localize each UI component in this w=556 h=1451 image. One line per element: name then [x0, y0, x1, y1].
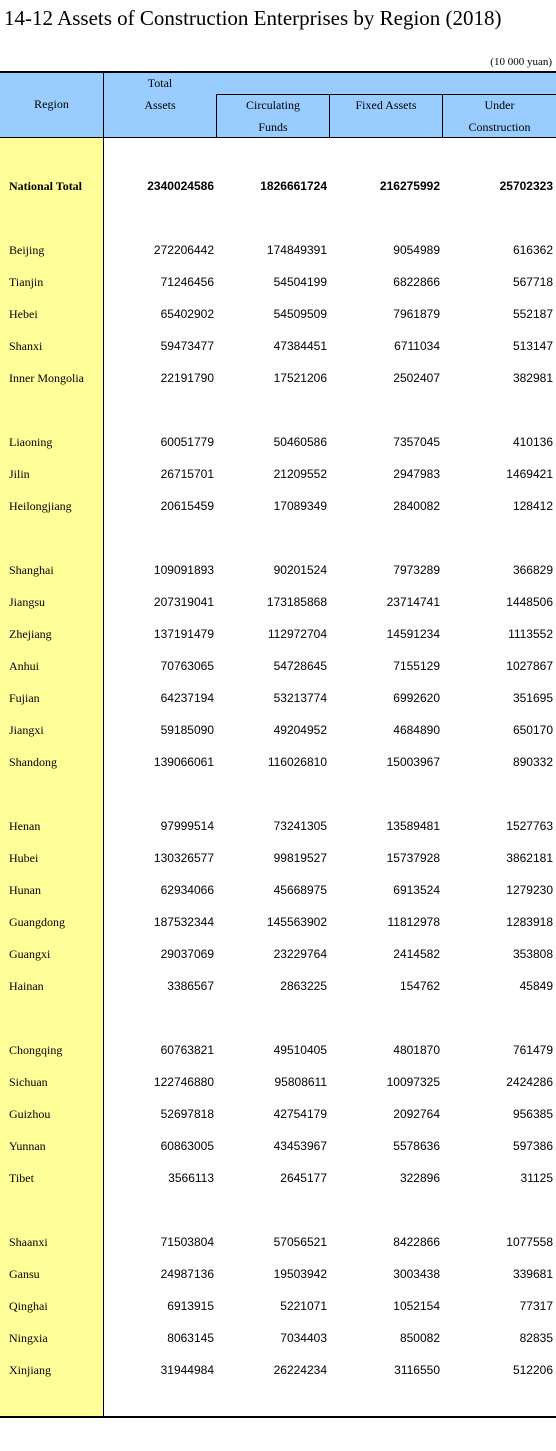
fixed-assets-cell: 850082 [399, 1331, 440, 1345]
national-total-row [0, 175, 556, 197]
table-row [0, 911, 556, 933]
table-row [0, 975, 556, 997]
under-construction-cell: 597386 [512, 1139, 553, 1153]
circulating-funds-cell: 19503942 [273, 1267, 327, 1281]
total-assets-cell: 71503804 [160, 1235, 214, 1249]
region-cell: Guangxi [9, 947, 51, 961]
table-row [0, 719, 556, 741]
header-under-line1: Under [484, 98, 515, 112]
region-cell: Henan [9, 819, 41, 833]
under-construction-cell: 3862181 [506, 851, 553, 865]
fixed-assets-cell: 2947983 [393, 467, 440, 481]
circulating-funds-cell: 23229764 [273, 947, 327, 961]
circulating-funds-cell: 95808611 [274, 1075, 327, 1089]
circulating-funds-cell: 57056521 [273, 1235, 327, 1249]
total-assets-cell: 8063145 [167, 1331, 214, 1345]
circulating-funds-cell: 21209552 [273, 467, 327, 481]
region-cell: Tianjin [9, 275, 44, 289]
under-construction-cell: 353808 [512, 947, 553, 961]
under-construction-cell: 25702323 [499, 179, 553, 193]
region-cell: Jiangsu [9, 595, 45, 609]
fixed-assets-cell: 6913524 [393, 883, 440, 897]
table-row [0, 1327, 556, 1349]
region-cell: Fujian [9, 691, 40, 705]
circulating-funds-cell: 26224234 [273, 1363, 327, 1377]
fixed-assets-cell: 216275992 [379, 179, 440, 193]
circulating-funds-cell: 5221071 [280, 1299, 327, 1313]
under-construction-cell: 1077558 [506, 1235, 553, 1249]
under-construction-cell: 77317 [519, 1299, 553, 1313]
circulating-funds-cell: 45668975 [273, 883, 327, 897]
under-construction-cell: 382981 [512, 371, 553, 385]
table-row [0, 815, 556, 837]
table-row [0, 1231, 556, 1253]
total-assets-cell: 31944984 [160, 1363, 214, 1377]
header-total-line2: Assets [144, 98, 176, 112]
table-row [0, 463, 556, 485]
region-cell: Jiangxi [9, 723, 44, 737]
circulating-funds-cell: 73241305 [273, 819, 327, 833]
under-construction-cell: 567718 [512, 275, 553, 289]
total-assets-cell: 3386567 [167, 979, 214, 993]
fixed-assets-cell: 2502407 [393, 371, 440, 385]
under-construction-cell: 1527763 [506, 819, 553, 833]
header-fixed-assets: Fixed Assets [355, 98, 417, 112]
total-assets-cell: 29037069 [160, 947, 214, 961]
table-row [0, 879, 556, 901]
region-cell: Shanxi [9, 339, 43, 353]
region-cell: Hainan [9, 979, 44, 993]
table-row [0, 431, 556, 453]
under-construction-cell: 512206 [512, 1363, 553, 1377]
circulating-funds-cell: 1826661724 [260, 179, 327, 193]
under-construction-cell: 45849 [519, 979, 553, 993]
under-construction-cell: 366829 [512, 563, 553, 577]
under-construction-cell: 552187 [512, 307, 553, 321]
under-construction-cell: 890332 [512, 755, 553, 769]
region-cell: National Total [9, 179, 83, 193]
fixed-assets-cell: 11812978 [387, 915, 440, 929]
fixed-assets-cell: 2840082 [393, 499, 440, 513]
circulating-funds-cell: 49204952 [273, 723, 327, 737]
table-row [0, 751, 556, 773]
total-assets-cell: 187532344 [153, 915, 214, 929]
under-construction-cell: 2424286 [506, 1075, 553, 1089]
circulating-funds-cell: 2863225 [280, 979, 327, 993]
total-assets-cell: 60863005 [160, 1139, 214, 1153]
table-row [0, 1103, 556, 1125]
total-assets-cell: 24987136 [160, 1267, 214, 1281]
total-assets-cell: 130326577 [153, 851, 214, 865]
region-cell: Tibet [9, 1171, 34, 1185]
total-assets-cell: 207319041 [153, 595, 214, 609]
fixed-assets-cell: 4684890 [393, 723, 440, 737]
total-assets-cell: 59185090 [160, 723, 214, 737]
region-cell: Heilongjiang [9, 499, 72, 513]
header-circulating-line1: Circulating [246, 98, 300, 112]
total-assets-cell: 139066061 [153, 755, 214, 769]
under-construction-cell: 1469421 [506, 467, 553, 481]
table-row [0, 271, 556, 293]
total-assets-cell: 6913915 [167, 1299, 214, 1313]
bottom-rule [0, 1416, 556, 1418]
under-construction-cell: 1279230 [506, 883, 553, 897]
region-cell: Inner Mongolia [9, 371, 84, 385]
total-assets-cell: 3566113 [168, 1171, 214, 1185]
region-cell: Guangdong [9, 915, 65, 929]
under-construction-cell: 513147 [512, 339, 553, 353]
circulating-funds-cell: 2645177 [280, 1171, 327, 1185]
region-cell: Anhui [9, 659, 39, 673]
under-construction-cell: 1283918 [506, 915, 553, 929]
fixed-assets-cell: 7155129 [393, 659, 440, 673]
region-cell: Ningxia [9, 1331, 48, 1345]
region-cell: Chongqing [9, 1043, 63, 1057]
table-row [0, 943, 556, 965]
under-construction-cell: 1027867 [506, 659, 553, 673]
under-construction-cell: 410136 [512, 435, 553, 449]
fixed-assets-cell: 1052154 [393, 1299, 440, 1313]
circulating-funds-cell: 53213774 [273, 691, 327, 705]
table-row [0, 687, 556, 709]
under-construction-cell: 1448506 [506, 595, 553, 609]
fixed-assets-cell: 13589481 [386, 819, 440, 833]
region-cell: Xinjiang [9, 1363, 51, 1377]
table-row [0, 367, 556, 389]
circulating-funds-cell: 7034403 [280, 1331, 327, 1345]
top-rule [0, 71, 556, 73]
fixed-assets-cell: 23714741 [386, 595, 440, 609]
circulating-funds-cell: 54504199 [273, 275, 327, 289]
circulating-funds-cell: 112972704 [267, 627, 327, 641]
circulating-funds-cell: 145563902 [266, 915, 327, 929]
total-assets-cell: 64237194 [160, 691, 214, 705]
fixed-assets-cell: 2414582 [393, 947, 440, 961]
table-row [0, 655, 556, 677]
fixed-assets-cell: 6992620 [393, 691, 440, 705]
region-cell: Hunan [9, 883, 41, 897]
region-cell: Shaanxi [9, 1235, 48, 1249]
table-row [0, 1039, 556, 1061]
region-cell: Shandong [9, 755, 57, 769]
table-row [0, 1263, 556, 1285]
page-title: 14-12 Assets of Construction Enterprises by Region (2018) [4, 6, 502, 30]
total-assets-cell: 20615459 [160, 499, 214, 513]
assets-table [0, 71, 556, 1418]
under-construction-cell: 351695 [512, 691, 553, 705]
table-row [0, 239, 556, 261]
circulating-funds-cell: 50460586 [273, 435, 327, 449]
fixed-assets-cell: 14591234 [386, 627, 440, 641]
header-region: Region [34, 97, 69, 111]
total-assets-cell: 26715701 [160, 467, 214, 481]
region-cell: Gansu [9, 1267, 40, 1281]
total-assets-cell: 71246456 [160, 275, 214, 289]
total-assets-cell: 2340024586 [147, 179, 214, 193]
circulating-funds-cell: 54728645 [273, 659, 327, 673]
table-row [0, 591, 556, 613]
header-under-line2: Construction [468, 120, 531, 134]
fixed-assets-cell: 15737928 [386, 851, 440, 865]
circulating-funds-cell: 49510405 [273, 1043, 327, 1057]
circulating-funds-cell: 17089349 [273, 499, 327, 513]
fixed-assets-cell: 7973289 [393, 563, 440, 577]
fixed-assets-cell: 3003438 [393, 1267, 440, 1281]
region-cell: Qinghai [9, 1299, 48, 1313]
table-row [0, 847, 556, 869]
table-row [0, 495, 556, 517]
table-row [0, 1167, 556, 1189]
region-cell: Hubei [9, 851, 39, 865]
under-construction-cell: 31125 [520, 1171, 553, 1185]
table-row [0, 1135, 556, 1157]
circulating-funds-cell: 43453967 [273, 1139, 327, 1153]
under-construction-cell: 1113552 [508, 627, 553, 641]
region-column-band [0, 138, 103, 1418]
total-assets-cell: 97999514 [160, 819, 214, 833]
table-row [0, 1071, 556, 1093]
fixed-assets-cell: 322896 [399, 1171, 440, 1185]
table-row [0, 335, 556, 357]
total-assets-cell: 59473477 [160, 339, 214, 353]
fixed-assets-cell: 3116550 [394, 1363, 440, 1377]
circulating-funds-cell: 173185868 [266, 595, 327, 609]
region-cell: Hebei [9, 307, 38, 321]
header-total-line1: Total [147, 76, 173, 90]
circulating-funds-cell: 99819527 [273, 851, 327, 865]
circulating-funds-cell: 90201524 [273, 563, 327, 577]
fixed-assets-cell: 7357045 [393, 435, 440, 449]
fixed-assets-cell: 2092764 [393, 1107, 440, 1121]
region-cell: Zhejiang [9, 627, 52, 641]
table-row [0, 1359, 556, 1381]
fixed-assets-cell: 15003967 [386, 755, 440, 769]
under-construction-cell: 761479 [512, 1043, 553, 1057]
total-assets-cell: 137191479 [153, 627, 214, 641]
fixed-assets-cell: 9054989 [393, 243, 440, 257]
region-cell: Guizhou [9, 1107, 51, 1121]
header-circulating-line2: Funds [258, 120, 288, 134]
region-cell: Shanghai [9, 563, 54, 577]
under-construction-cell: 616362 [512, 243, 553, 257]
table-row [0, 1295, 556, 1317]
fixed-assets-cell: 10097325 [386, 1075, 440, 1089]
circulating-funds-cell: 54509509 [273, 307, 327, 321]
table-row [0, 623, 556, 645]
table-row [0, 303, 556, 325]
fixed-assets-cell: 6822866 [393, 275, 440, 289]
circulating-funds-cell: 116026810 [267, 755, 327, 769]
under-construction-cell: 339681 [512, 1267, 553, 1281]
total-assets-cell: 109091893 [153, 563, 214, 577]
total-assets-cell: 65402902 [160, 307, 214, 321]
fixed-assets-cell: 8422866 [393, 1235, 440, 1249]
fixed-assets-cell: 7961879 [393, 307, 440, 321]
under-construction-cell: 82835 [519, 1331, 553, 1345]
region-cell: Sichuan [9, 1075, 48, 1089]
region-cell: Liaoning [9, 435, 53, 449]
table-row [0, 559, 556, 581]
total-assets-cell: 62934066 [160, 883, 214, 897]
total-assets-cell: 60051779 [160, 435, 214, 449]
fixed-assets-cell: 6711034 [394, 339, 440, 353]
total-assets-cell: 60763821 [160, 1043, 214, 1057]
region-cell: Jilin [9, 467, 30, 481]
unit-note: (10 000 yuan) [490, 56, 552, 68]
total-assets-cell: 122746880 [153, 1075, 214, 1089]
fixed-assets-cell: 154762 [399, 979, 440, 993]
total-assets-cell: 272206442 [153, 243, 214, 257]
total-assets-cell: 22191790 [160, 371, 214, 385]
circulating-funds-cell: 42754179 [273, 1107, 327, 1121]
circulating-funds-cell: 17521206 [273, 371, 327, 385]
under-construction-cell: 956385 [512, 1107, 553, 1121]
total-assets-cell: 52697818 [160, 1107, 214, 1121]
region-cell: Beijing [9, 243, 45, 257]
region-cell: Yunnan [9, 1139, 46, 1153]
fixed-assets-cell: 5578636 [393, 1139, 440, 1153]
fixed-assets-cell: 4801870 [393, 1043, 440, 1057]
under-construction-cell: 128412 [512, 499, 553, 513]
under-construction-cell: 650170 [512, 723, 553, 737]
total-assets-cell: 70763065 [160, 659, 214, 673]
circulating-funds-cell: 174849391 [266, 243, 327, 257]
circulating-funds-cell: 47384451 [273, 339, 327, 353]
